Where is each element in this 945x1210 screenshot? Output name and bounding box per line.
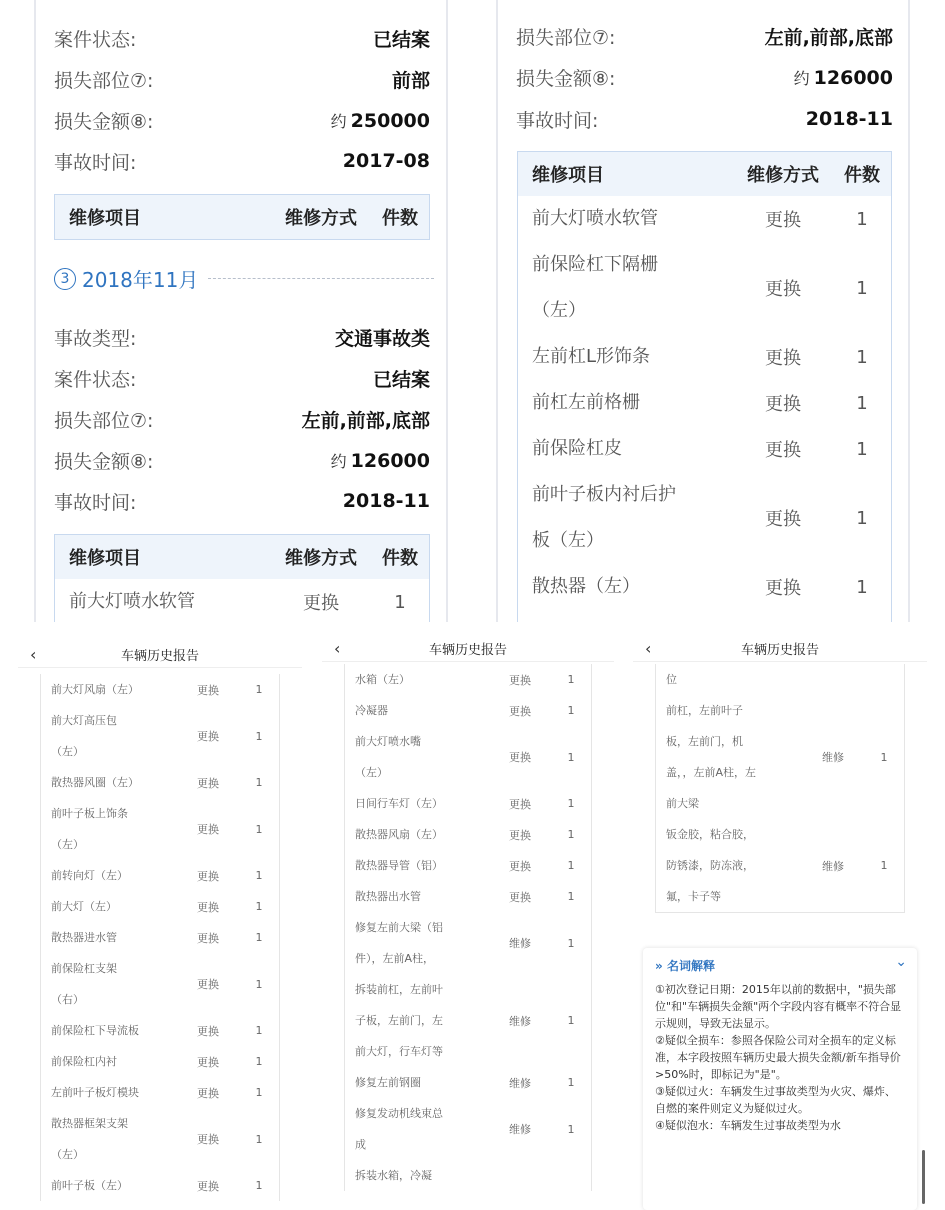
field-case-status bbox=[54, 363, 430, 393]
row-item-line: 板（左） bbox=[532, 530, 604, 551]
repair-table bbox=[517, 151, 892, 622]
item-qty: 1 bbox=[255, 822, 263, 836]
item-line: 子板，左前门，左 bbox=[355, 1014, 443, 1027]
item-name bbox=[345, 726, 489, 788]
row-item-line: 前保险杠下隔栅 bbox=[532, 254, 658, 275]
item-line: 前大梁 bbox=[666, 797, 699, 810]
field-label: 损失金额⑧: bbox=[54, 110, 154, 133]
field-label: 事故时间: bbox=[516, 109, 599, 132]
item-line: 拆装水箱，冷凝 bbox=[355, 1169, 432, 1182]
row-qty: 1 bbox=[394, 591, 406, 613]
field-accident-time bbox=[54, 146, 430, 176]
item-method: 更换 bbox=[197, 1179, 219, 1193]
row-item-line: 左前杠L形饰条 bbox=[532, 346, 651, 367]
row-method: 更换 bbox=[765, 509, 801, 530]
item-name bbox=[345, 974, 489, 1067]
row-qty: 1 bbox=[856, 208, 868, 230]
dashed-divider bbox=[208, 278, 434, 279]
item-method: 更换 bbox=[509, 890, 531, 904]
field-loss-amount bbox=[54, 445, 430, 475]
item-name bbox=[345, 788, 489, 819]
field-label: 事故类型: bbox=[54, 327, 137, 350]
item-line: 前保险杠内衬 bbox=[51, 1055, 117, 1068]
item-qty: 1 bbox=[567, 936, 575, 950]
item-method: 更换 bbox=[197, 1055, 219, 1069]
list-item bbox=[345, 974, 591, 1067]
list-item bbox=[345, 788, 591, 819]
item-method: 更换 bbox=[509, 704, 531, 718]
list-item bbox=[656, 664, 904, 695]
table-row bbox=[518, 334, 891, 380]
phone-screenshot-c bbox=[633, 630, 927, 1210]
list-item bbox=[41, 1077, 279, 1108]
field-loss-part bbox=[54, 64, 430, 94]
item-method: 更换 bbox=[197, 823, 219, 836]
table-row bbox=[518, 472, 891, 564]
list-item bbox=[41, 1046, 279, 1077]
field-label: 案件状态: bbox=[54, 28, 137, 51]
field-value: 2018-11 bbox=[805, 108, 893, 130]
item-line: （左） bbox=[51, 745, 84, 758]
item-method: 维修 bbox=[509, 937, 531, 950]
glossary-card bbox=[643, 948, 917, 1210]
item-qty: 1 bbox=[255, 1086, 263, 1099]
item-method: 更换 bbox=[197, 1133, 219, 1146]
row-item bbox=[518, 242, 733, 334]
field-label: 案件状态: bbox=[54, 368, 137, 391]
row-item bbox=[518, 472, 733, 564]
item-method: 维修 bbox=[822, 859, 844, 873]
repair-list bbox=[655, 664, 905, 913]
item-name bbox=[345, 1067, 489, 1098]
item-line: 日间行车灯（左） bbox=[355, 797, 443, 810]
list-item bbox=[41, 1015, 279, 1046]
nav-bar bbox=[633, 636, 927, 662]
row-qty: 1 bbox=[856, 576, 868, 598]
item-line: 散热器风圈（左） bbox=[51, 776, 139, 789]
item-method: 更换 bbox=[197, 931, 219, 945]
field-value bbox=[331, 449, 430, 472]
item-name bbox=[656, 664, 802, 695]
card-edge-right bbox=[446, 0, 448, 622]
field-label: 损失金额⑧: bbox=[54, 450, 154, 473]
item-name bbox=[345, 695, 489, 726]
item-qty: 1 bbox=[255, 900, 263, 913]
item-qty: 1 bbox=[880, 859, 888, 872]
col-repair-item: 维修项目 bbox=[532, 165, 604, 186]
row-method: 更换 bbox=[765, 440, 801, 461]
item-name bbox=[41, 1077, 177, 1108]
item-line: 散热器导管（铝） bbox=[355, 859, 443, 872]
item-qty: 1 bbox=[567, 828, 575, 841]
item-method: 更换 bbox=[509, 673, 531, 687]
item-line: 前大灯喷水嘴 bbox=[355, 735, 421, 748]
row-qty: 1 bbox=[856, 392, 868, 414]
item-qty: 1 bbox=[255, 729, 263, 743]
row-qty: 1 bbox=[856, 277, 868, 299]
item-name bbox=[41, 891, 177, 922]
nav-title: 车辆历史报告 bbox=[120, 649, 199, 664]
phone-screenshot-a bbox=[18, 630, 302, 1210]
list-item bbox=[41, 953, 279, 1015]
col-quantity: 件数 bbox=[844, 165, 880, 186]
phone-screenshot-b bbox=[322, 630, 614, 1210]
item-line: 位 bbox=[666, 673, 677, 686]
amount-value: 126000 bbox=[813, 66, 893, 89]
item-qty: 1 bbox=[567, 673, 575, 686]
item-line: 拆装前杠，左前叶 bbox=[355, 983, 443, 996]
row-item bbox=[518, 196, 733, 242]
field-loss-amount bbox=[516, 62, 893, 92]
scrollbar[interactable] bbox=[922, 1150, 925, 1204]
row-qty: 1 bbox=[856, 507, 868, 529]
table-header bbox=[55, 195, 429, 239]
field-label: 损失部位⑦: bbox=[54, 409, 154, 432]
item-qty: 1 bbox=[255, 869, 263, 882]
row-item bbox=[518, 564, 733, 610]
list-item bbox=[656, 819, 904, 912]
item-qty: 1 bbox=[255, 1024, 263, 1037]
item-qty: 1 bbox=[567, 797, 575, 810]
field-label: 损失金额⑧: bbox=[516, 67, 616, 90]
list-item bbox=[41, 674, 279, 705]
item-name bbox=[345, 819, 489, 850]
glossary-title-text: 名词解释 bbox=[666, 959, 715, 973]
back-arrow-icon[interactable]: ‹ bbox=[30, 645, 37, 664]
col-quantity: 件数 bbox=[382, 548, 418, 569]
item-method: 维修 bbox=[509, 1123, 531, 1136]
item-line: 修复左前大梁（铝 bbox=[355, 921, 443, 934]
field-accident-time bbox=[516, 104, 893, 134]
row-item-line: （左） bbox=[532, 300, 586, 321]
item-qty: 1 bbox=[255, 683, 263, 696]
item-line: 成 bbox=[355, 1138, 366, 1151]
item-line: 散热器框架支架 bbox=[51, 1117, 128, 1130]
row-method: 更换 bbox=[765, 210, 801, 231]
row-item-line: 前杠左前格栅 bbox=[532, 392, 640, 413]
item-line: 钣金胶，粘合胶， bbox=[666, 828, 754, 841]
item-name bbox=[41, 767, 177, 798]
row-qty: 1 bbox=[856, 346, 868, 368]
item-method: 更换 bbox=[197, 978, 219, 991]
row-method: 更换 bbox=[303, 593, 339, 614]
row-item bbox=[518, 426, 733, 472]
top-right-panel bbox=[470, 0, 945, 622]
row-method: 更换 bbox=[765, 348, 801, 369]
item-line: （左） bbox=[51, 1148, 84, 1161]
item-qty: 1 bbox=[567, 1122, 575, 1136]
item-method: 更换 bbox=[197, 730, 219, 743]
field-loss-amount bbox=[54, 105, 430, 135]
glossary-item: ②疑似全损车：参照各保险公司对全损车的定义标准，本字段按照车辆历史最大损失金额/新车指导价>50%时，即标记为"是"。 bbox=[655, 1034, 901, 1081]
field-label: 损失部位⑦: bbox=[54, 69, 154, 92]
field-value: 2018-11 bbox=[342, 490, 430, 512]
item-line: 修复发动机线束总 bbox=[355, 1107, 443, 1120]
list-item bbox=[345, 819, 591, 850]
nav-title: 车辆历史报告 bbox=[428, 643, 507, 658]
table-row bbox=[518, 426, 891, 472]
section-number-icon: 3 bbox=[54, 268, 76, 290]
item-line: 前大灯，行车灯等 bbox=[355, 1045, 443, 1058]
field-value: 左前,前部,底部 bbox=[764, 26, 893, 49]
row-method: 更换 bbox=[765, 578, 801, 599]
list-item bbox=[345, 726, 591, 788]
item-method: 更换 bbox=[197, 776, 219, 790]
row-item-line: 前叶子板内衬后护 bbox=[532, 484, 676, 505]
section-title-text: 2018年11月 bbox=[82, 268, 199, 292]
item-name bbox=[345, 850, 489, 881]
list-item bbox=[656, 695, 904, 819]
item-line: （左） bbox=[355, 766, 388, 779]
item-line: 前转向灯（左） bbox=[51, 869, 128, 882]
item-line: 防锈漆，防冻液， bbox=[666, 859, 754, 872]
list-item bbox=[345, 1160, 591, 1191]
item-name bbox=[656, 695, 802, 819]
row-item bbox=[518, 380, 733, 426]
item-name bbox=[41, 953, 177, 1015]
item-name bbox=[41, 705, 177, 767]
list-item bbox=[345, 881, 591, 912]
col-repair-item: 维修项目 bbox=[69, 548, 141, 569]
item-method: 更换 bbox=[197, 683, 219, 697]
item-name bbox=[345, 1098, 489, 1160]
col-quantity: 件数 bbox=[382, 208, 418, 229]
field-value: 交通事故类 bbox=[334, 327, 430, 350]
list-item bbox=[345, 664, 591, 695]
item-qty: 1 bbox=[567, 704, 575, 717]
field-accident-type bbox=[54, 322, 430, 352]
item-qty: 1 bbox=[255, 931, 263, 944]
item-qty: 1 bbox=[567, 750, 575, 764]
table-header bbox=[518, 152, 891, 196]
item-line: （左） bbox=[51, 838, 84, 851]
item-line: 前大灯风扇（左） bbox=[51, 683, 139, 696]
back-arrow-icon[interactable]: ‹ bbox=[334, 639, 341, 658]
field-case-status bbox=[54, 23, 430, 53]
field-value: 已结案 bbox=[372, 368, 430, 391]
row-item-line: 前大灯喷水软管 bbox=[532, 208, 658, 229]
item-qty: 1 bbox=[567, 890, 575, 903]
repair-list bbox=[40, 674, 280, 1201]
field-label: 事故时间: bbox=[54, 151, 137, 174]
glossary-item: ③疑似过火：车辆发生过事故类型为火灾、爆炸、自燃的案件则定义为疑似过火。 bbox=[655, 1085, 896, 1115]
item-line: 前大灯（左） bbox=[51, 900, 117, 913]
item-line: 散热器进水管 bbox=[51, 931, 117, 944]
item-qty: 1 bbox=[255, 1132, 263, 1146]
item-name bbox=[41, 674, 177, 705]
repair-table-b bbox=[54, 534, 430, 622]
back-arrow-icon[interactable]: ‹ bbox=[645, 639, 652, 658]
item-method: 维修 bbox=[509, 1014, 531, 1028]
item-line: 水箱（左） bbox=[355, 673, 410, 686]
item-qty: 1 bbox=[255, 1055, 263, 1068]
item-line: 前叶子板上饰条 bbox=[51, 807, 128, 820]
item-line: 前大灯高压包 bbox=[51, 714, 117, 727]
repair-list bbox=[344, 664, 592, 1191]
item-qty: 1 bbox=[567, 1076, 575, 1089]
approx-prefix: 约 bbox=[330, 451, 347, 471]
item-qty: 1 bbox=[255, 776, 263, 789]
item-method: 更换 bbox=[197, 900, 219, 914]
card-edge-left bbox=[496, 0, 498, 622]
repair-table-a bbox=[54, 194, 430, 240]
chevron-down-icon[interactable]: ⌄ bbox=[895, 954, 907, 970]
nav-bar bbox=[322, 636, 614, 662]
item-name bbox=[345, 664, 489, 695]
list-item bbox=[41, 891, 279, 922]
glossary-body bbox=[655, 981, 905, 1134]
item-method: 更换 bbox=[197, 1024, 219, 1038]
item-qty: 1 bbox=[880, 750, 888, 764]
field-label: 事故时间: bbox=[54, 491, 137, 514]
item-name bbox=[345, 912, 489, 974]
table-row bbox=[518, 380, 891, 426]
item-line: （右） bbox=[51, 993, 84, 1006]
card-edge-left bbox=[34, 0, 36, 622]
field-loss-part bbox=[516, 21, 893, 51]
item-name bbox=[41, 1015, 177, 1046]
amount-value: 126000 bbox=[350, 449, 430, 472]
list-item bbox=[345, 695, 591, 726]
item-method: 维修 bbox=[509, 1076, 531, 1090]
item-qty: 1 bbox=[255, 977, 263, 991]
item-qty: 1 bbox=[567, 1014, 575, 1027]
item-name bbox=[41, 1046, 177, 1077]
table-row bbox=[518, 242, 891, 334]
item-method: 更换 bbox=[197, 869, 219, 883]
col-repair-method: 维修方式 bbox=[285, 548, 357, 569]
item-name bbox=[41, 1108, 177, 1170]
row-item-line: 散热器（左） bbox=[532, 576, 640, 597]
approx-prefix: 约 bbox=[793, 68, 810, 88]
item-method: 维修 bbox=[822, 751, 844, 764]
list-item bbox=[41, 705, 279, 767]
item-name bbox=[41, 860, 177, 891]
item-name bbox=[41, 798, 177, 860]
table-row bbox=[55, 579, 429, 622]
nav-bar bbox=[18, 642, 302, 668]
item-line: 冷凝器 bbox=[355, 704, 388, 717]
glossary-item: ④疑似泡水：车辆发生过事故类型为水 bbox=[655, 1119, 841, 1132]
row-item-line: 前保险杠皮 bbox=[532, 438, 622, 459]
field-value: 2017-08 bbox=[342, 150, 430, 172]
item-line: 散热器风扇（左） bbox=[355, 828, 443, 841]
item-line: 前叶子板（左） bbox=[51, 1179, 128, 1192]
item-method: 更换 bbox=[509, 828, 531, 842]
item-qty: 1 bbox=[567, 859, 575, 872]
field-loss-part bbox=[54, 404, 430, 434]
field-accident-time bbox=[54, 486, 430, 516]
item-method: 更换 bbox=[509, 797, 531, 811]
field-value: 前部 bbox=[391, 69, 430, 92]
list-item bbox=[41, 1170, 279, 1201]
item-line: 前保险杠支架 bbox=[51, 962, 117, 975]
item-line: 氟，卡子等 bbox=[666, 890, 721, 903]
table-body bbox=[518, 196, 891, 610]
field-label: 损失部位⑦: bbox=[516, 26, 616, 49]
field-value: 左前,前部,底部 bbox=[301, 409, 430, 432]
item-line: 盖，，左前A柱，左 bbox=[666, 766, 757, 779]
glossary-item: ①初次登记日期：2015年以前的数据中，"损失部位"和"车辆损失金额"两个字段内容有概率不符合显示规则，导致无法显示。 bbox=[655, 983, 902, 1030]
item-name bbox=[345, 881, 489, 912]
list-item bbox=[41, 1108, 279, 1170]
list-item bbox=[41, 767, 279, 798]
glossary-title bbox=[655, 958, 905, 975]
item-name bbox=[41, 922, 177, 953]
status-bar bbox=[18, 630, 302, 642]
item-method: 更换 bbox=[197, 1086, 219, 1100]
list-item bbox=[345, 1067, 591, 1098]
approx-prefix: 约 bbox=[330, 111, 347, 131]
item-line: 件），左前A柱， bbox=[355, 952, 435, 965]
double-chevron-icon: » bbox=[655, 959, 663, 973]
field-value bbox=[794, 66, 893, 89]
list-item bbox=[345, 1098, 591, 1160]
field-value: 已结案 bbox=[372, 28, 430, 51]
list-item bbox=[345, 850, 591, 881]
table-header bbox=[55, 535, 429, 579]
item-line: 左前叶子板灯模块 bbox=[51, 1086, 139, 1099]
row-item bbox=[518, 334, 733, 380]
list-item bbox=[41, 922, 279, 953]
list-item bbox=[345, 912, 591, 974]
table-row bbox=[518, 196, 891, 242]
nav-title: 车辆历史报告 bbox=[740, 643, 819, 658]
row-method: 更换 bbox=[765, 279, 801, 300]
col-repair-method: 维修方式 bbox=[285, 208, 357, 229]
item-line: 前杠，左前叶子 bbox=[666, 704, 743, 717]
item-line: 板，左前门，机 bbox=[666, 735, 743, 748]
amount-value: 250000 bbox=[350, 109, 430, 132]
item-name bbox=[41, 1170, 177, 1201]
top-left-panel bbox=[0, 0, 470, 622]
list-item bbox=[41, 798, 279, 860]
item-method: 更换 bbox=[509, 751, 531, 764]
table-row bbox=[518, 564, 891, 610]
col-repair-method: 维修方式 bbox=[747, 165, 819, 186]
item-name bbox=[656, 819, 802, 912]
row-method: 更换 bbox=[765, 394, 801, 415]
col-repair-item: 维修项目 bbox=[69, 208, 141, 229]
item-method: 更换 bbox=[509, 859, 531, 873]
row-item: 前大灯喷水软管 bbox=[69, 591, 195, 612]
field-value bbox=[331, 109, 430, 132]
item-qty: 1 bbox=[255, 1179, 263, 1192]
item-line: 前保险杠下导流板 bbox=[51, 1024, 139, 1037]
section-heading bbox=[54, 264, 434, 293]
card-edge-right bbox=[908, 0, 910, 622]
list-item bbox=[41, 860, 279, 891]
item-name bbox=[345, 1160, 489, 1191]
item-line: 修复左前钢圈 bbox=[355, 1076, 421, 1089]
item-line: 散热器出水管 bbox=[355, 890, 421, 903]
row-qty: 1 bbox=[856, 438, 868, 460]
